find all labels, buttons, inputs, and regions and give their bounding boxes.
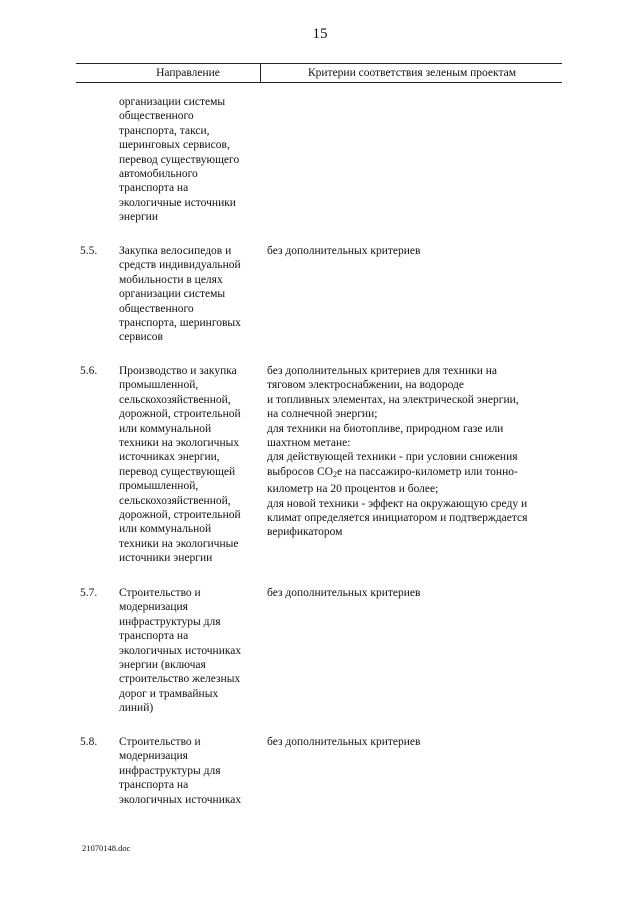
criteria-text-part-1: без дополнительных критериев для техники на тяговом электроснабжении, на водороде и топливных элементах, на электрической энергии, на солнечной энергии; для техники на биотопливе, природном газе или шахтном метане: для действующей техники - при условии снижения выбросов CO [267,365,519,478]
criteria-cell [267,364,567,540]
criteria-cell: без дополнительных критериев [267,245,421,257]
page-number: 15 [312,26,328,42]
direction-cell: Закупка велосипедов и средств индивидуальной мобильности в целях организации системы общественного транспорта, шеринговых сервисов [119,245,241,344]
row-number: 5.6. [80,365,98,377]
footer-filename: 21070148.doc [82,843,131,853]
direction-cell: Строительство и модернизация инфраструктуры для транспорта на экологичных источниках энергии (включая строительство железных дорог и трамвайных линий) [119,587,242,715]
row-number: 5.5. [80,245,98,257]
criteria-text-part-2: e на пассажиро-километр или тонно- километр на 20 процентов и более; для новой техники - эффект на окружающую среду и климат определяется инициатором и подтверждается верификатором [267,465,528,539]
direction-cell: Строительство и модернизация инфраструктуры для транспорта на экологичных источниках [119,736,242,806]
table-header-bottom-rule [76,82,562,83]
table-header-divider [260,63,261,82]
table-header-top-rule [76,63,562,64]
column-header-criteria: Критерии соответствия зеленым проектам [307,67,517,79]
subscript: 2 [332,469,337,479]
row-number: 5.7. [80,587,98,599]
criteria-cell: без дополнительных критериев [267,587,421,599]
direction-cell: организации системы общественного транспорта, такси, шеринговых сервисов, перевод существующего автомобильного транспорта на экологичные источники энергии [119,96,240,224]
column-header-direction: Направление [156,67,220,79]
criteria-cell: без дополнительных критериев [267,736,421,748]
row-number: 5.8. [80,736,98,748]
direction-cell: Производство и закупка промышленной, сельскохозяйственной, дорожной, строительной или коммунальной техники на экологичных источниках энергии, перевод существующей промышленной, сельскохозяйственной, дорожной, строительной или коммунальной техники на экологичные источники энергии [119,365,241,565]
